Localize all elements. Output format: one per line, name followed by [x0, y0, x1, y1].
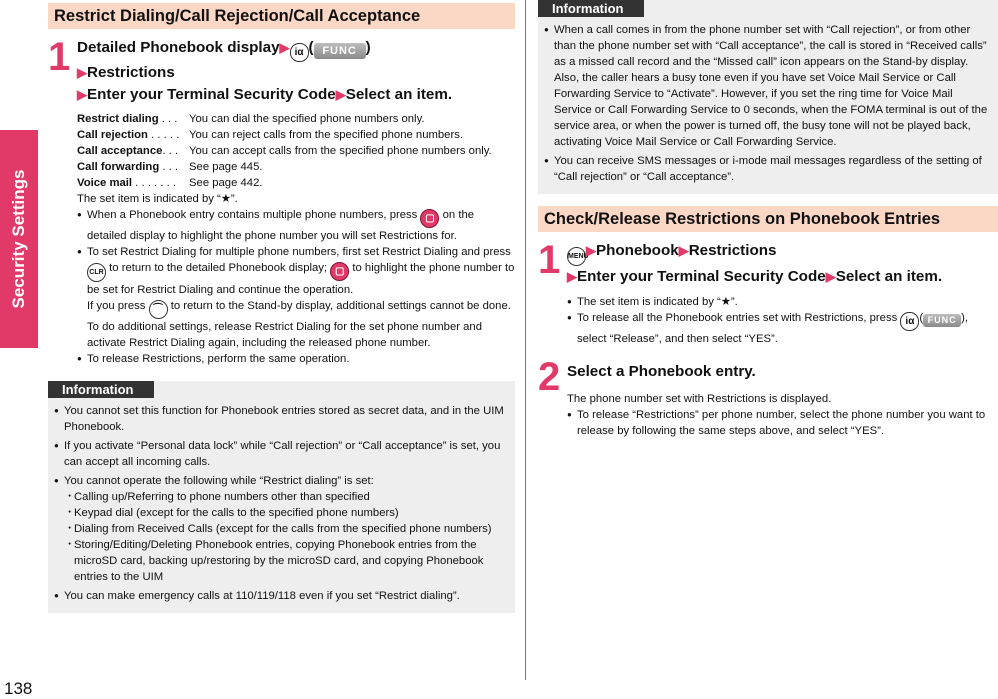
section-title: Restrict Dialing/Call Rejection/Call Acceptance: [48, 3, 515, 29]
step-1-notes: [567, 294, 998, 347]
bullet-item: ● When a Phonebook entry contains multiple phone numbers, press ▢ on the detailed display to highlight the phone number you will set Restrictions for.: [77, 207, 515, 244]
step-title: Select a Phonebook entry.: [567, 362, 756, 380]
sub-item: ・ Dialing from Received Calls (except for the calls from the specified phone numbers): [64, 521, 509, 537]
arrow-icon: ▶: [77, 86, 87, 102]
step-number: 1: [48, 35, 71, 79]
definition-row: Call forwarding . . . See page 445.: [77, 161, 263, 173]
arrow-icon: ▶: [279, 40, 290, 55]
arrow-icon: ▶: [335, 86, 346, 102]
side-tab: [0, 130, 38, 348]
step-1: [538, 240, 998, 288]
step-number: 2: [538, 354, 561, 399]
step-2-desc: The phone number set with Restrictions is displayed.: [567, 392, 832, 405]
arrow-icon: ▶: [825, 269, 836, 284]
definition-row: Call acceptance. . . You can accept calls from the specified phone numbers only.: [77, 145, 492, 157]
i-appli-key-icon: iα: [900, 312, 919, 331]
info-bullet: ● You can receive SMS messages or i-mode mail messages regardless of the setting of “Call rejection” or “Call acceptance”.: [544, 153, 992, 185]
sub-item: ・ Storing/Editing/Deleting Phonebook entries, copying Phonebook entries from the microSD card, backing up/restoring by the microSD card, and copying Phonebook entries to the UIM: [64, 537, 509, 585]
info-bullet: ● You cannot set this function for Phonebook entries stored as secret data, and in the UIM Phonebook.: [54, 403, 509, 435]
i-appli-key-icon: iα: [290, 43, 309, 62]
definition-list: [77, 111, 515, 367]
column-divider: [525, 0, 526, 680]
arrow-icon: ▶: [567, 269, 577, 284]
page-number: 138: [4, 679, 33, 698]
menu-key-icon: MENU: [567, 247, 586, 266]
step-title: MENU▶Phonebook▶Restrictions ▶Enter your Terminal Security Code▶Select an item.: [567, 242, 943, 285]
end-call-key-icon: ⌒: [149, 300, 168, 319]
section-title: Check/Release Restrictions on Phonebook Entries: [538, 206, 998, 232]
step-2-notes: [567, 391, 998, 439]
arrow-icon: ▶: [77, 65, 87, 80]
nav-key-icon: ▢: [330, 262, 349, 281]
bullet-item: ● The set item is indicated by “★”.: [567, 294, 998, 310]
arrow-icon: ▶: [586, 243, 596, 258]
info-label: Information: [538, 0, 644, 17]
side-tab-label: Security Settings: [9, 169, 28, 309]
arrow-icon: ▶: [678, 243, 689, 258]
info-bullet: ● You can make emergency calls at 110/119/118 even if you set “Restrict dialing”.: [54, 588, 509, 604]
left-column: [48, 3, 515, 613]
clr-key-icon: CLR: [87, 263, 106, 282]
info-box: [48, 381, 515, 613]
func-softkey-icon: FUNC: [314, 43, 366, 59]
step-number: 1: [538, 238, 561, 282]
step-title: Detailed Phonebook display▶ iα ( FUNC ) ▶Restrictions ▶Enter your Terminal Security Code▶Select an item.: [77, 39, 453, 103]
info-bullet: ● If you activate “Personal data lock” while “Call rejection” or “Call acceptance” is set, you can accept all incoming calls.: [54, 438, 509, 470]
definition-row: Restrict dialing . . . You can dial the specified phone numbers only.: [77, 113, 425, 125]
step-1: [48, 37, 515, 105]
bullet-item: ● To release “Restrictions” per phone number, select the phone number you want to release by following the same steps above, and select “YES”.: [567, 407, 998, 439]
info-box: [538, 0, 998, 194]
bullet-item: ● To set Restrict Dialing for multiple phone numbers, first set Restrict Dialing and press CLR to return to the detailed Phonebook display; ▢ to highlight the phone number to be set for Restrict Dialing and continue the operation. If you press ⌒ to return to the Stand-by display, additional settings cannot be done. To do additional settings, release Restrict Dialing for the set phone number and activate Restrict Dialing again, including the released phone number.: [77, 244, 515, 351]
definition-row: Call rejection . . . . . You can reject calls from the specified phone numbers.: [77, 129, 463, 141]
func-softkey-icon: FUNC: [923, 314, 961, 327]
bullet-item: ● To release all the Phonebook entries set with Restrictions, press iα ( FUNC ), select “Release”, and then select “YES”.: [567, 310, 998, 347]
bullet-item: ● To release Restrictions, perform the same operation.: [77, 351, 515, 367]
info-label: Information: [48, 381, 154, 398]
nav-key-icon: ▢: [420, 209, 439, 228]
info-bullet: ● When a call comes in from the phone number set with “Call rejection”, or from other than the phone number set with “Call acceptance”, the call is stored in “Received calls” as a missed call record and the “Missed call” icon appears on the Stand-by display. Also, the caller hears a busy tone even if you have set Voice Mail Service or Call Forwarding Service to “Activate”. However, if you set the ring time for Voice Mail Service or Call Forwarding Service to 0 seconds, when the FOMA terminal is out of the service area, or when the power is turned off, the busy tone will not be played back, activating Voice Mail Service or Call Forwarding Service.: [544, 22, 992, 150]
sub-item: ・ Calling up/Referring to phone numbers other than specified: [64, 489, 509, 505]
indicated-note: The set item is indicated by “★”.: [77, 193, 238, 205]
right-column: [538, 0, 998, 439]
info-bullet: ● You cannot operate the following while “Restrict dialing” is set: ・ Calling up/Referring to phone numbers other than specified ・ Keypad dial (except for the calls to the specified phone numbers) ・ Dialing from Received Calls (except for the calls from the specified phone numbers) ・ Storing/Editing/Deleting Phonebook entries, copying Phonebook entries from the microSD card, backing up/restoring by the microSD card, and copying Phonebook entries to the UIM: [54, 473, 509, 585]
sub-item: ・ Keypad dial (except for the calls to the specified phone numbers): [64, 505, 509, 521]
definition-row: Voice mail . . . . . . . See page 442.: [77, 177, 263, 189]
